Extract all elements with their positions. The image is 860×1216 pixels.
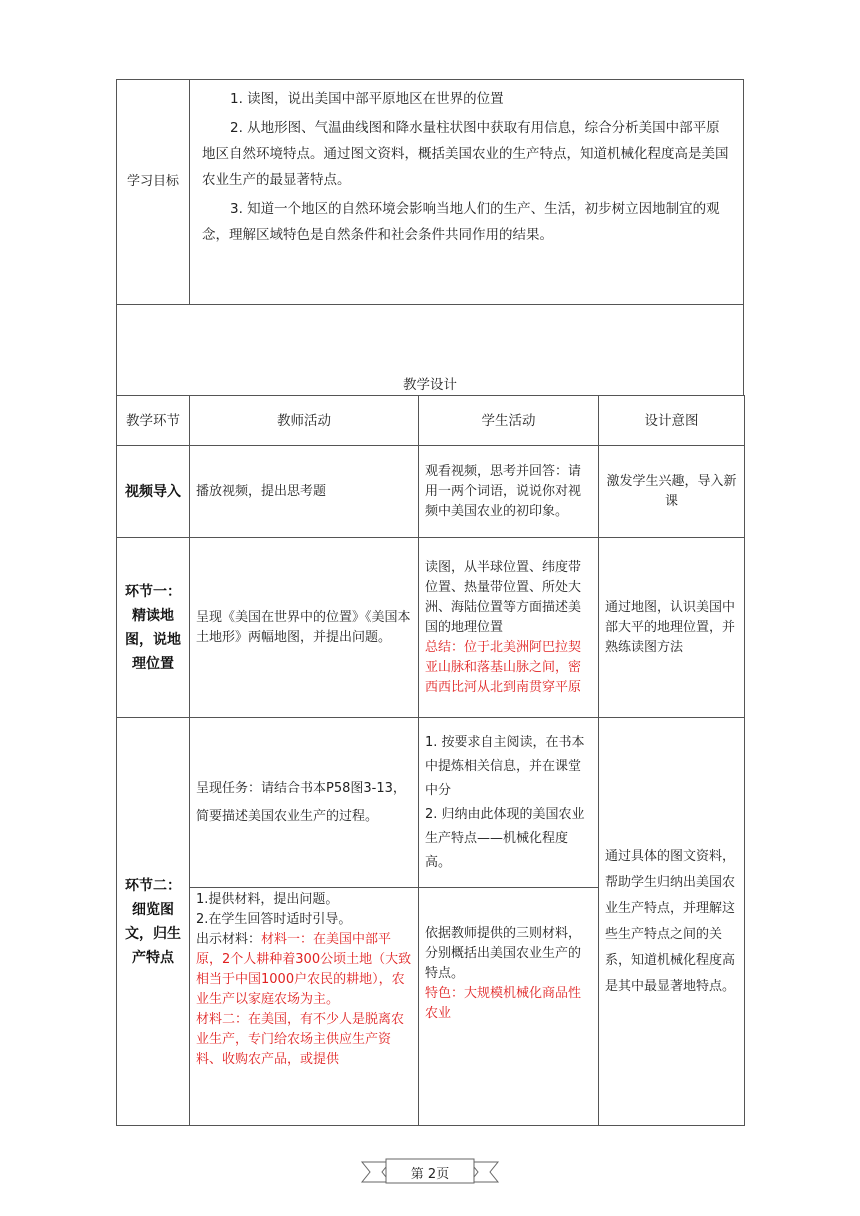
objectives-content: [190, 80, 743, 304]
page-number: 第 2页: [410, 1167, 450, 1182]
student-text: 依据教师提供的三则材料，分别概括出美国农业生产的特点。: [425, 926, 582, 981]
header-student: 学生活动: [419, 396, 599, 446]
material-one: 材料一：在美国中部平原，2个人耕种着300公顷土地（大致相当于中国1000户农民的耕地），农业生产以家庭农场为主。: [196, 932, 412, 1007]
stage-cell: 环节一：精读地图，说地理位置: [117, 538, 190, 718]
header-stage: 教学环节: [117, 396, 190, 446]
material-two: 材料二：在美国，有不少人是脱离农业生产，专门给农场主供应生产资料、收购农产品，或提供: [196, 1012, 405, 1067]
student-step: 2. 归纳由此体现的美国农业生产特点——机械化程度高。: [425, 806, 585, 870]
student-step: 1. 按要求自主阅读，在书本中提炼相关信息，并在课堂中分: [425, 734, 585, 798]
objective-item: 1. 读图，说出美国中部平原地区在世界的位置: [230, 91, 504, 107]
student-summary: 总结：位于北美洲阿巴拉契亚山脉和落基山脉之间，密西西比河从北到南贯穿平原: [425, 639, 582, 695]
objectives-label-cell: [117, 80, 190, 304]
stage-cell: 视频导入: [117, 446, 190, 538]
teacher-cell: 呈现任务：请结合书本P58图3-13，简要描述美国农业生产的过程。: [190, 718, 419, 888]
page-footer: [360, 1158, 500, 1186]
intent-cell: 通过具体的图文资料，帮助学生归纳出美国农业生产特点，并理解这些生产特点之间的关系，知道机械化程度高是其中最显著地特点。: [599, 718, 745, 1126]
teacher-cell: [190, 888, 419, 1126]
stage-cell: 环节二：细览图文，归生产特点: [117, 718, 190, 1126]
design-table: [116, 395, 745, 1126]
design-title: 教学设计: [403, 377, 457, 393]
header-intent: 设计意图: [599, 396, 745, 446]
student-cell: [419, 718, 599, 888]
student-feature: 特色：大规模机械化商品性农业: [425, 986, 582, 1021]
teacher-step: 1.提供材料，提出问题。: [196, 892, 339, 907]
student-cell: [419, 538, 599, 718]
objectives-label: 学习目标: [126, 174, 179, 189]
intent-cell: 通过地图，认识美国中部大平的地理位置，并熟练读图方法: [599, 538, 745, 718]
material-prefix: 出示材料：: [196, 932, 262, 947]
teacher-cell: 呈现《美国在世界中的位置》《美国本土地形》两幅地图，并提出问题。: [190, 538, 419, 718]
student-cell: 观看视频，思考并回答：请用一两个词语，说说你对视频中美国农业的初印象。: [419, 446, 599, 538]
intent-cell: 激发学生兴趣，导入新课: [599, 446, 745, 538]
student-cell: [419, 888, 599, 1126]
table-row: [117, 538, 745, 718]
table-row: [117, 446, 745, 538]
teacher-material: [196, 930, 412, 1010]
teacher-step: 2.在学生回答时适时引导。: [196, 912, 352, 927]
objectives-table: [116, 79, 744, 305]
objective-item: 3. 知道一个地区的自然环境会影响当地人们的生产、生活，初步树立因地制宜的观念，理解区域特色是自然条件和社会条件共同作用的结果。: [202, 201, 720, 243]
objective-item: 2. 从地形图、气温曲线图和降水量柱状图中获取有用信息，综合分析美国中部平原地区自然环境特点。通过图文资料，概括美国农业的生产特点，知道机械化程度高是美国农业生产的最显著特点。: [202, 120, 729, 188]
table-header-row: [117, 396, 745, 446]
design-title-row: [116, 304, 744, 396]
table-row: [117, 718, 745, 888]
teacher-cell: 播放视频，提出思考题: [190, 446, 419, 538]
student-text: 读图，从半球位置、纬度带位置、热量带位置、所处大洲、海陆位置等方面描述美国的地理位置: [425, 559, 582, 635]
header-teacher: 教师活动: [190, 396, 419, 446]
